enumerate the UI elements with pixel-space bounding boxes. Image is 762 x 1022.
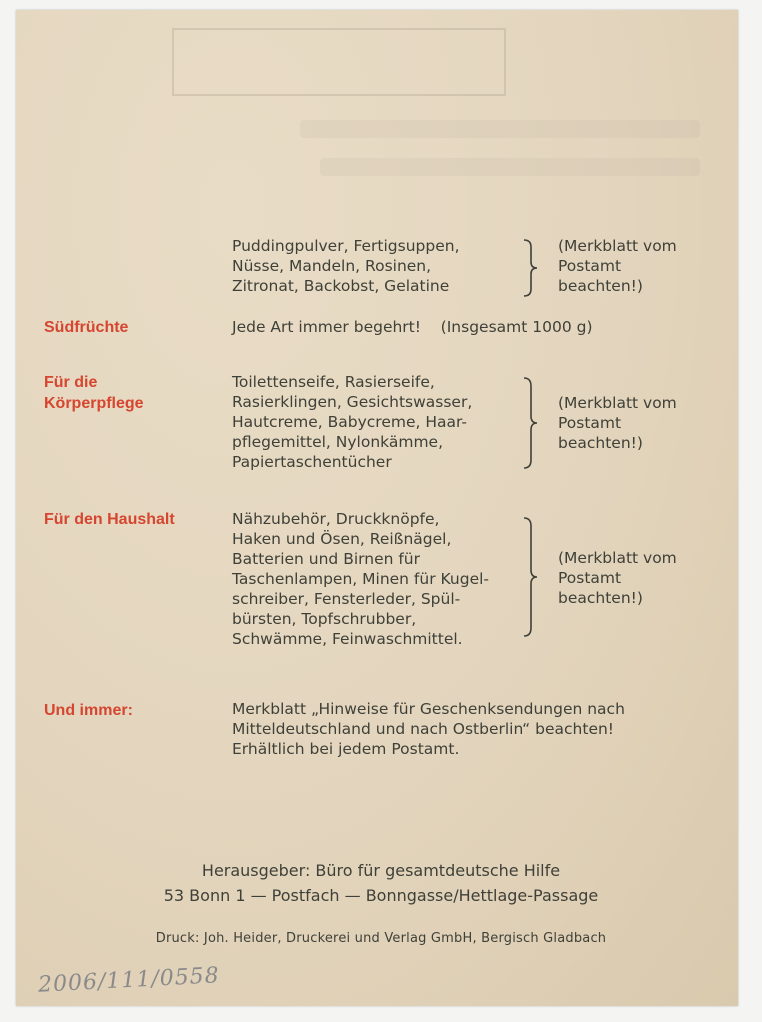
heading-und-immer: Und immer: xyxy=(44,702,133,719)
brace xyxy=(522,516,540,638)
heading-suedfruechte: Südfrüchte xyxy=(44,319,129,336)
heading-haushalt: Für den Haushalt xyxy=(44,511,175,528)
merkblatt-note: (Merkblatt vom Postamt beachten!) xyxy=(558,549,677,607)
merkblatt-note: (Merkblatt vom Postamt beachten!) xyxy=(558,394,677,452)
haushalt-list: Nähzubehör, Druckknöpfe, Haken und Ösen, Reißnägel, Batterien und Birnen für Taschenlampen, Minen für Kugel- schreiber, Fensterleder, Spül- bürsten, Topfschrubber, Schwämme, Feinwaschmittel. xyxy=(232,510,489,648)
merkblatt-hinweis: Merkblatt „Hinweise für Geschenksendungen nach Mitteldeutschland und nach Ostberlin“ beachten! Erhältlich bei jedem Postamt. xyxy=(232,700,625,758)
heading-koerperpflege: Für die Körperpflege xyxy=(44,374,144,412)
inventory-number: 2006/111/0558 xyxy=(37,963,221,998)
suedfruechte-text: Jede Art immer begehrt! (Insgesamt 1000 g) xyxy=(232,318,593,336)
show-through-text xyxy=(320,158,700,176)
show-through-text xyxy=(300,120,700,138)
groceries-list: Puddingpulver, Fertigsuppen, Nüsse, Mandeln, Rosinen, Zitronat, Backobst, Gelatine xyxy=(232,237,460,295)
show-through-stamp xyxy=(172,28,506,96)
brace xyxy=(522,238,540,298)
brace xyxy=(522,376,540,470)
publisher-line: Herausgeber: Büro für gesamtdeutsche Hilfe xyxy=(201,861,561,880)
printer-line: Druck: Joh. Heider, Druckerei und Verlag GmbH, Bergisch Gladbach xyxy=(155,931,607,946)
merkblatt-note: (Merkblatt vom Postamt beachten!) xyxy=(558,237,677,295)
address-line: 53 Bonn 1 — Postfach — Bonngasse/Hettlage-Passage xyxy=(163,886,599,905)
koerperpflege-list: Toilettenseife, Rasierseife, Rasierklingen, Gesichtswasser, Hautcreme, Babycreme, Haar- pflegemittel, Nylonkämme, Papiertaschentücher xyxy=(232,373,473,471)
